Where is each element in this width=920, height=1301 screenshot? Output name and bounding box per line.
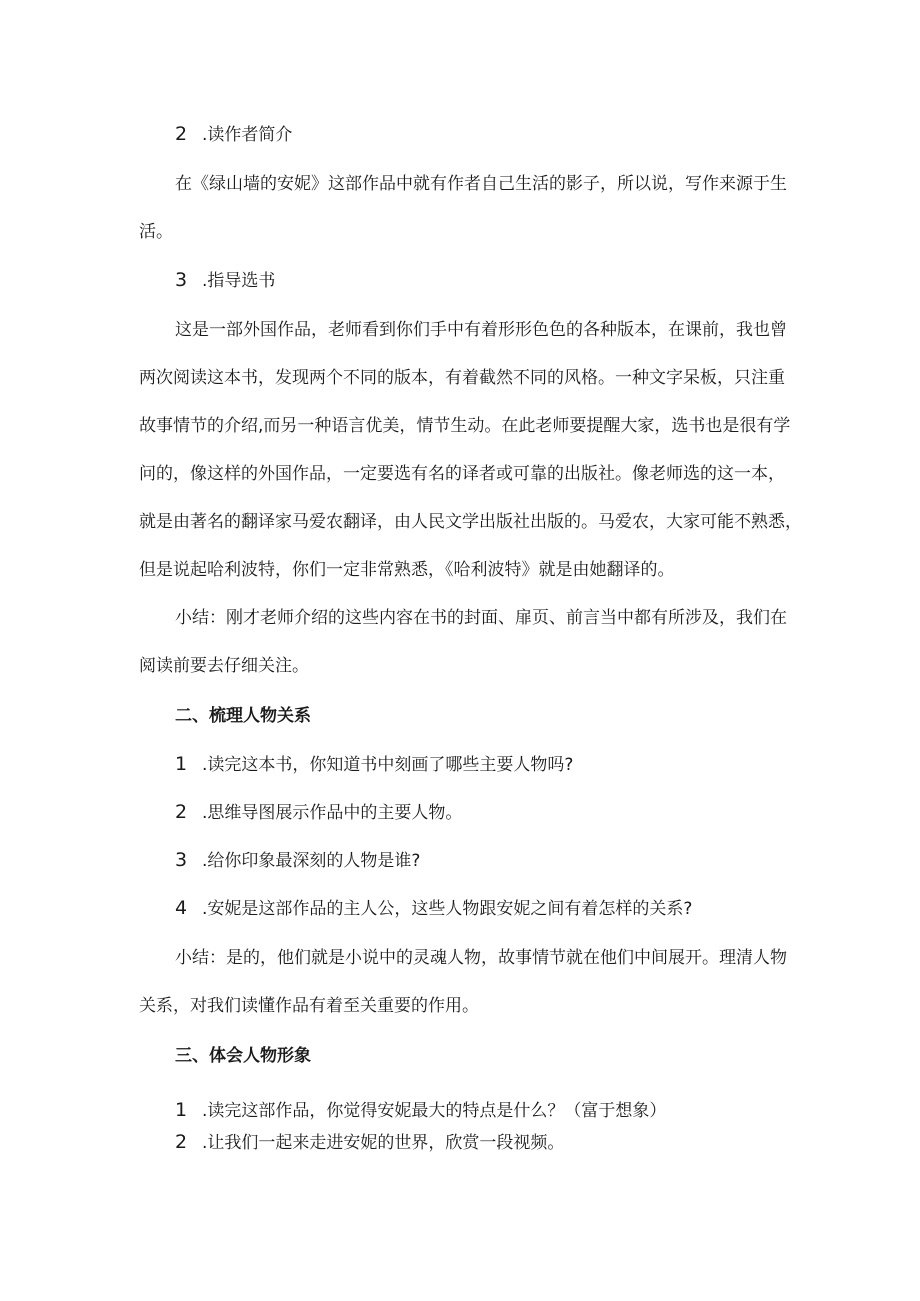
list-text: .指导选书: [202, 271, 276, 291]
list-number: 2: [175, 1131, 188, 1153]
paragraph-line: 这是一部外国作品，老师看到你们手中有着形形色色的各种版本，在课前，我也曾: [175, 320, 787, 340]
paragraph-line: 两次阅读这本书，发现两个不同的版本，有着截然不同的风格。一种文字呆板，只注重: [139, 368, 785, 388]
summary-line: 阅读前要去仔细关注。: [139, 656, 309, 676]
section-heading: 三、体会人物形象: [175, 1046, 311, 1066]
paragraph-line: 活。: [139, 222, 173, 242]
list-number: 2: [175, 123, 188, 145]
list-number: 2: [175, 801, 188, 823]
list-number: 1: [175, 1099, 188, 1121]
paragraph-line: 就是由著名的翻译家马爱农翻译，由人民文学出版社出版的。马爱农，大家可能不熟悉，: [139, 512, 802, 532]
list-item: [175, 1098, 666, 1123]
list-number: 3: [175, 849, 188, 871]
section-heading: 二、梳理人物关系: [175, 706, 311, 726]
list-number: 4: [175, 897, 188, 919]
list-item: [175, 800, 462, 825]
list-text: .读作者简介: [202, 125, 293, 145]
list-number: 1: [175, 753, 188, 775]
summary-line: 小结：是的，他们就是小说中的灵魂人物，故事情节就在他们中间展开。理清人物: [175, 948, 787, 968]
list-number: 3: [175, 269, 188, 291]
list-text: .读完这部作品，你觉得安妮最大的特点是什么？（富于想象）: [202, 1101, 667, 1121]
list-text: .安妮是这部作品的主人公，这些人物跟安妮之间有着怎样的关系?: [202, 899, 693, 919]
list-item-guide-selection: [175, 268, 275, 293]
list-text: .让我们一起来走进安妮的世界，欣赏一段视频。: [202, 1133, 565, 1153]
list-item: [175, 896, 692, 921]
list-text: .读完这本书，你知道书中刻画了哪些主要人物吗?: [202, 755, 574, 775]
paragraph-line: 问的，像这样的外国作品，一定要选有名的译者或可靠的出版社。像老师选的这一本，: [139, 464, 785, 484]
list-item: [175, 1130, 564, 1155]
summary-line: 关系，对我们读懂作品有着至关重要的作用。: [139, 996, 479, 1016]
list-text: .给你印象最深刻的人物是谁?: [202, 851, 421, 871]
list-item: [175, 848, 420, 873]
summary-line: 小结：刚才老师介绍的这些内容在书的封面、扉页、前言当中都有所涉及，我们在: [175, 608, 787, 628]
paragraph-line: 但是说起哈利波特，你们一定非常熟悉，《哈利波特》就是由她翻译的。: [139, 560, 675, 580]
list-item: [175, 752, 573, 777]
list-text: .思维导图展示作品中的主要人物。: [202, 803, 463, 823]
paragraph-line: 在《绿山墙的安妮》这部作品中就有作者自己生活的影子，所以说，写作来源于生: [175, 174, 787, 194]
list-item-read-author: [175, 122, 292, 147]
paragraph-line: 故事情节的介绍,而另一种语言优美，情节生动。在此老师要提醒大家，选书也是很有学: [139, 416, 791, 436]
